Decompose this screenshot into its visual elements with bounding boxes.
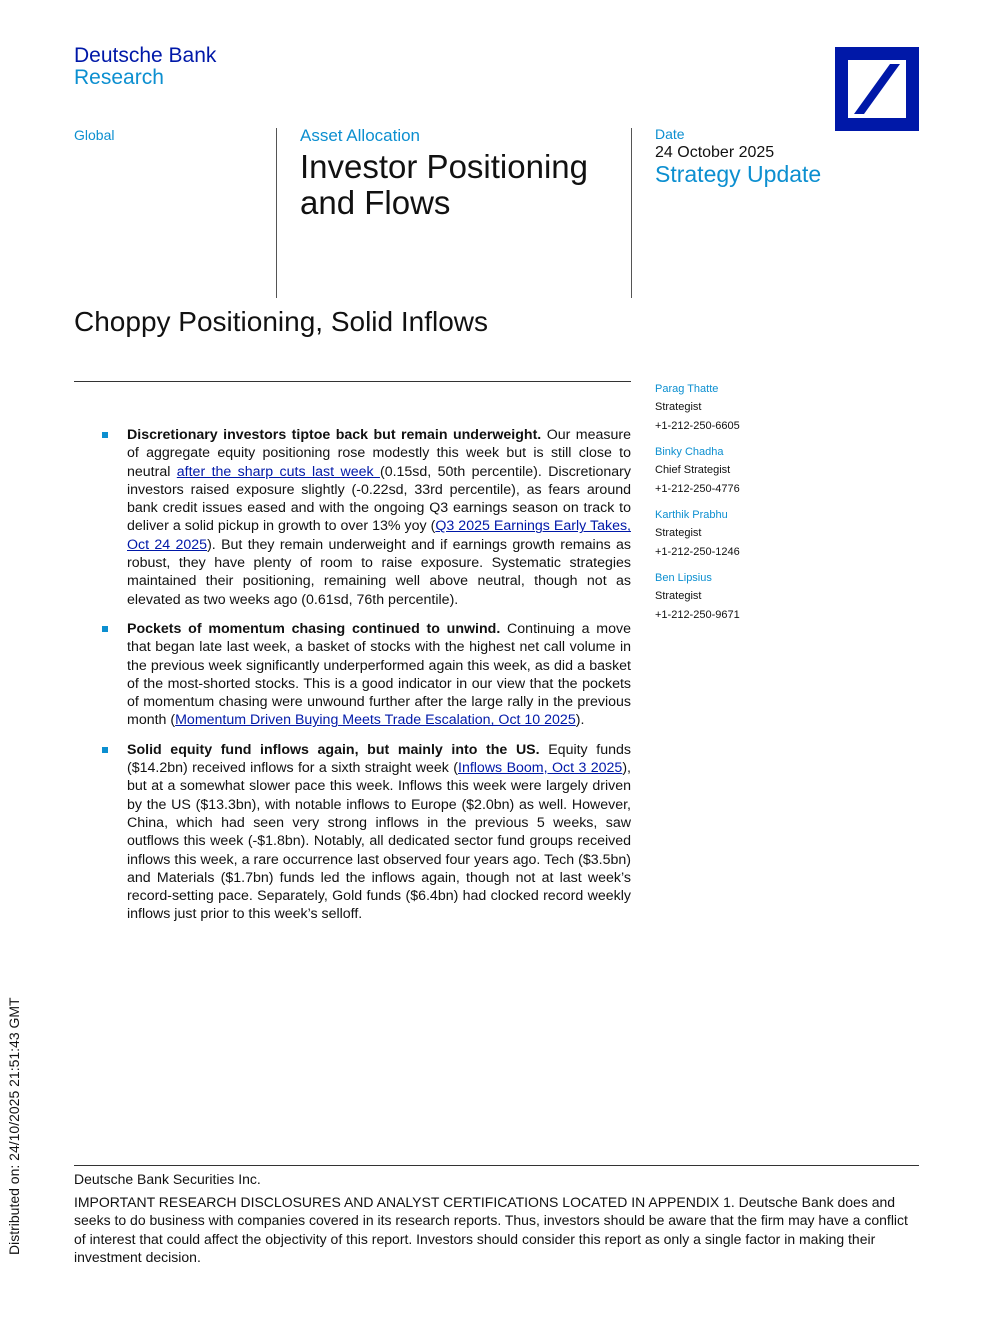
brand-subname: Research <box>74 66 164 89</box>
headline-divider <box>74 381 631 382</box>
bullet-item <box>100 741 631 924</box>
analyst-name[interactable]: Binky Chadha <box>655 446 724 458</box>
bullet-square-icon <box>102 747 108 753</box>
bullet-square-icon <box>102 626 108 632</box>
analyst-role: Chief Strategist <box>655 464 731 476</box>
summary-bullets <box>100 426 631 935</box>
distribution-stamp: Distributed on: 24/10/2025 21:51:43 GMT <box>6 997 22 1255</box>
analyst-role: Strategist <box>655 590 702 602</box>
footer-divider <box>74 1165 919 1166</box>
header-divider-right <box>631 128 632 298</box>
report-title: Investor Positioning and Flows <box>300 148 588 221</box>
analyst-card <box>655 506 795 561</box>
report-link[interactable]: Momentum Driven Buying Meets Trade Escalation, Oct 10 2025 <box>175 712 576 729</box>
bullet-lead: Solid equity fund inflows again, but mainly into the US. <box>127 741 540 758</box>
bullet-item <box>100 620 631 730</box>
bullet-item <box>100 426 631 609</box>
analyst-list <box>655 380 795 632</box>
analyst-name[interactable]: Karthik Prabhu <box>655 509 728 521</box>
analyst-card <box>655 380 795 435</box>
footer-disclaimer: IMPORTANT RESEARCH DISCLOSURES AND ANALYST CERTIFICATIONS LOCATED IN APPENDIX 1. Deutsche Bank does and seeks to do business with companies covered in its research reports. Thus, investors should be aware that the firm may have a conflict of interest that could affect the objectivity of this report. Investors should consider this report as only a single factor in making their investment decision. <box>74 1194 908 1265</box>
analyst-phone: +1-212-250-6605 <box>655 419 740 432</box>
report-type: Strategy Update <box>655 161 822 187</box>
analyst-name[interactable]: Ben Lipsius <box>655 572 712 584</box>
date-label: Date <box>655 126 685 142</box>
date-value: 24 October 2025 <box>655 144 775 161</box>
bullet-lead: Pockets of momentum chasing continued to unwind. <box>127 620 501 637</box>
analyst-role: Strategist <box>655 527 702 539</box>
bullet-text: Our measure of aggregate equity positioning rose modestly this week but is still close to neutral <box>127 427 631 480</box>
report-link[interactable]: after the sharp cuts last week <box>176 463 380 480</box>
footer-company: Deutsche Bank Securities Inc. <box>74 1171 261 1187</box>
analyst-card <box>655 569 795 624</box>
analyst-phone: +1-212-250-4776 <box>655 482 740 495</box>
bullet-lead: Discretionary investors tiptoe back but remain underweight. <box>127 427 542 443</box>
analyst-phone: +1-212-250-1246 <box>655 545 740 558</box>
bullet-text: ), but at a somewhat slower pace this week. Inflows this week were largely driven by the US ($13.3bn), with notable inflows to Europe ($2.0bn) as well. However, China, which had seen very strong inflows in the previous 5 weeks, saw outflows this week (-$1.8bn). Notably, all dedicated sector fund groups received inflows this week, a rare occurrence last observed four years ago. Tech ($3.5bn) and Materials ($1.7bn) funds led the inflows again, though not at last week’s record-setting pace. Separately, Gold funds ($6.4bn) had clocked record weekly inflows just prior to this week’s selloff. <box>127 760 631 923</box>
report-link[interactable]: Q3 2025 Earnings Early Takes, Oct 24 2025 <box>127 518 631 553</box>
deutsche-bank-logo-icon <box>835 47 919 131</box>
bullet-text: Equity funds ($14.2bn) received inflows for a sixth straight week ( <box>127 741 631 777</box>
bullet-text: ). <box>575 712 585 729</box>
report-link[interactable]: Inflows Boom, Oct 3 2025 <box>458 760 623 777</box>
headline: Choppy Positioning, Solid Inflows <box>74 306 489 337</box>
bullet-text: (0.15sd, 50th percentile). Discretionary investors raised exposure slightly (-0.22sd, 33rd percentile), as fears around bank credit issues eased and with the ongoing Q3 earnings season on track to deliver a solid pickup in growth to over 13% yoy ( <box>127 463 631 535</box>
header-divider-left <box>276 128 277 298</box>
brand-name: Deutsche Bank <box>74 44 217 67</box>
bullet-square-icon <box>102 432 108 438</box>
bullet-text: ). But they remain underweight and if earnings growth remains as robust, they have plenty of room to raise exposure. Systematic strategies maintained their positioning, remaining well above neutral, though not as elevated as two weeks ago (0.61sd, 76th percentile). <box>127 536 631 608</box>
analyst-role: Strategist <box>655 401 702 413</box>
report-category: Asset Allocation <box>300 126 421 145</box>
bullet-text: Continuing a move that began late last week, a basket of stocks with the highest net call volume in the previous week significantly underperformed again this week, as did a basket of the most-shorted stocks. This is a good indicator in our view that the pockets of momentum chasing were unwound further after the large rally in the previous month ( <box>127 620 631 729</box>
analyst-name[interactable]: Parag Thatte <box>655 383 719 395</box>
region-label: Global <box>74 127 115 143</box>
logo-slash-shape <box>848 60 906 118</box>
analyst-card <box>655 443 795 498</box>
analyst-phone: +1-212-250-9671 <box>655 608 740 621</box>
